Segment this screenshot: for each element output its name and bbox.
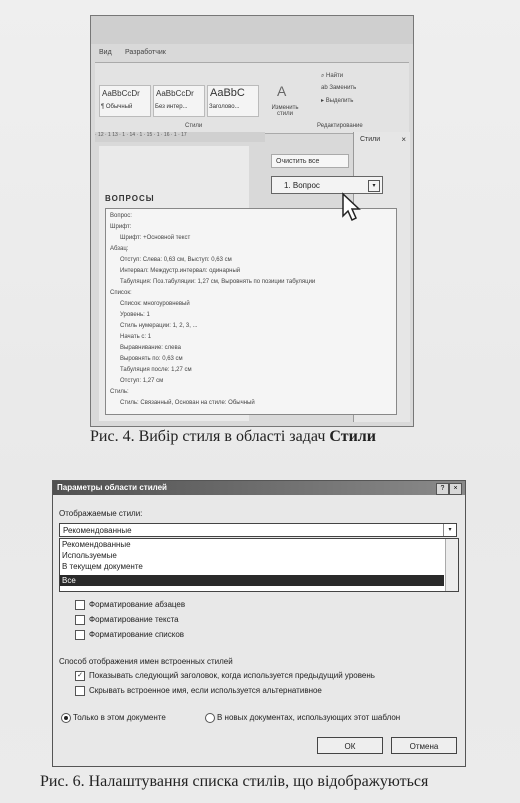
figure-4-caption	[90, 428, 376, 446]
quick-style-no-spacing[interactable]	[153, 85, 205, 117]
select-button[interactable]: ▸ Выделить	[321, 98, 354, 104]
tooltip-line: Стиль нумерации: 1, 2, 3, ...	[120, 323, 198, 329]
list-format-checkbox[interactable]	[75, 630, 85, 640]
list-scrollbar[interactable]	[445, 539, 458, 591]
mouse-pointer-icon	[341, 192, 363, 222]
style-name: Без интер...	[155, 104, 188, 110]
select-value: Рекомендованные	[63, 526, 132, 535]
tooltip-line: Начать с: 1	[120, 334, 152, 340]
change-styles-button[interactable]: Изменить стили	[271, 105, 299, 117]
tooltip-line: Интервал: Междустр.интервал: одинарный	[120, 268, 241, 274]
option-in-current-document[interactable]: В текущем документе	[62, 562, 143, 571]
style-preview: AaBbC	[210, 87, 245, 99]
style-preview: AaBbCcDr	[156, 89, 194, 98]
hide-builtin-name-label: Скрывать встроенное имя, если используется альтернативное	[89, 686, 322, 695]
tooltip-line: Шрифт: +Основной текст	[120, 235, 191, 241]
change-styles-icon: A	[277, 83, 287, 99]
help-button[interactable]: ?	[436, 483, 449, 495]
new-documents-radio[interactable]	[205, 713, 215, 723]
caption-text: Рис. 4. Вибір стиля в області задач	[90, 428, 330, 445]
option-all-selected[interactable]	[60, 575, 444, 586]
style-list-item[interactable]	[271, 176, 383, 194]
list-format-label: Форматирование списков	[89, 630, 185, 639]
dialog-title: Параметры области стилей	[53, 481, 465, 495]
builtin-names-section-label: Способ отображения имен встроенных стилей	[59, 657, 233, 666]
document-heading: ВОПРОСЫ	[105, 194, 155, 203]
find-label: Найти	[326, 73, 344, 79]
group-styles-label: Стили	[185, 123, 203, 129]
this-document-radio[interactable]	[61, 713, 71, 723]
show-next-heading-checkbox[interactable]: ✓	[75, 671, 85, 681]
pane-title: Стили	[360, 136, 381, 143]
tooltip-line: Абзац:	[110, 246, 129, 252]
show-next-heading-label: Показывать следующий заголовок, когда используется предыдущий уровень	[89, 671, 375, 680]
this-document-label: Только в этом документе	[73, 713, 166, 722]
quick-style-heading[interactable]	[207, 85, 259, 117]
style-tooltip	[105, 208, 397, 415]
paragraph-format-checkbox[interactable]	[75, 600, 85, 610]
new-documents-label: В новых документах, использующих этот шаблон	[217, 713, 401, 722]
chevron-down-icon[interactable]: ▾	[443, 524, 456, 536]
style-name: ¶ Обычный	[101, 104, 133, 110]
tab-view[interactable]: Вид	[99, 49, 112, 56]
group-editing-label: Редактирование	[317, 123, 363, 129]
hide-builtin-name-checkbox[interactable]	[75, 686, 85, 696]
replace-button[interactable]: ab Заменить	[321, 85, 357, 91]
tooltip-line: Список: многоуровневый	[120, 301, 190, 307]
caption-bold: Стили	[329, 428, 376, 445]
clear-all-item[interactable]: Очистить все	[271, 154, 349, 168]
replace-label: Заменить	[329, 85, 357, 91]
ribbon	[95, 62, 409, 134]
tooltip-line: Стиль:	[110, 389, 129, 395]
option-in-use[interactable]: Используемые	[62, 551, 117, 560]
ribbon-tabs	[91, 46, 413, 62]
shown-styles-options	[59, 538, 459, 592]
figure-4-screenshot	[90, 15, 414, 427]
style-pane-options-dialog	[52, 480, 466, 767]
dropdown-arrow-icon[interactable]: ▾	[368, 180, 380, 192]
tooltip-line: Шрифт:	[110, 224, 132, 230]
tooltip-line: Вопрос:	[110, 213, 132, 219]
paragraph-format-label: Форматирование абзацев	[89, 600, 186, 609]
tooltip-line: Стиль: Связанный, Основан на стиле: Обычный	[120, 400, 255, 406]
text-format-label: Форматирование текста	[89, 615, 179, 624]
tooltip-line: Отступ: Слева: 0,63 см, Выступ: 0,63 см	[120, 257, 232, 263]
tooltip-line: Табуляция: Поз.табуляции: 1,27 см, Выровнять по позиции табуляции	[120, 279, 316, 285]
style-item-label: 1. Вопрос	[284, 181, 320, 190]
ok-button[interactable]: ОК	[317, 737, 383, 754]
window-top-bar	[91, 16, 413, 44]
tooltip-line: Выравнивание: слева	[120, 345, 181, 351]
shown-styles-select[interactable]	[59, 523, 457, 537]
quick-style-normal[interactable]	[99, 85, 151, 117]
tooltip-line: Уровень: 1	[120, 312, 150, 318]
close-icon[interactable]: ×	[401, 135, 406, 144]
cancel-button[interactable]: Отмена	[391, 737, 457, 754]
option-recommended[interactable]: Рекомендованные	[62, 540, 131, 549]
find-button[interactable]: ⌕ Найти	[321, 73, 344, 79]
tooltip-line: Отступ: 1,27 см	[120, 378, 164, 384]
shown-styles-label: Отображаемые стили:	[59, 509, 143, 518]
select-label: Выделить	[325, 98, 354, 104]
figure-6-caption: Рис. 6. Налаштування списка стилів, що відображуються	[40, 773, 429, 790]
tooltip-line: Табуляция после: 1,27 см	[120, 367, 192, 373]
text-format-checkbox[interactable]	[75, 615, 85, 625]
style-name: Заголово...	[209, 104, 240, 110]
option-all-label: Все	[62, 576, 76, 585]
close-button[interactable]: ×	[449, 483, 462, 495]
horizontal-ruler: · 12 · 1 13 · 1 · 14 · 1 · 15 · 1 · 16 · 1 · 17	[95, 132, 265, 142]
tooltip-line: Выровнять по: 0,63 см	[120, 356, 183, 362]
style-preview: AaBbCcDr	[102, 89, 140, 98]
tooltip-line: Список:	[110, 290, 132, 296]
tab-developer[interactable]: Разработчик	[125, 49, 166, 56]
